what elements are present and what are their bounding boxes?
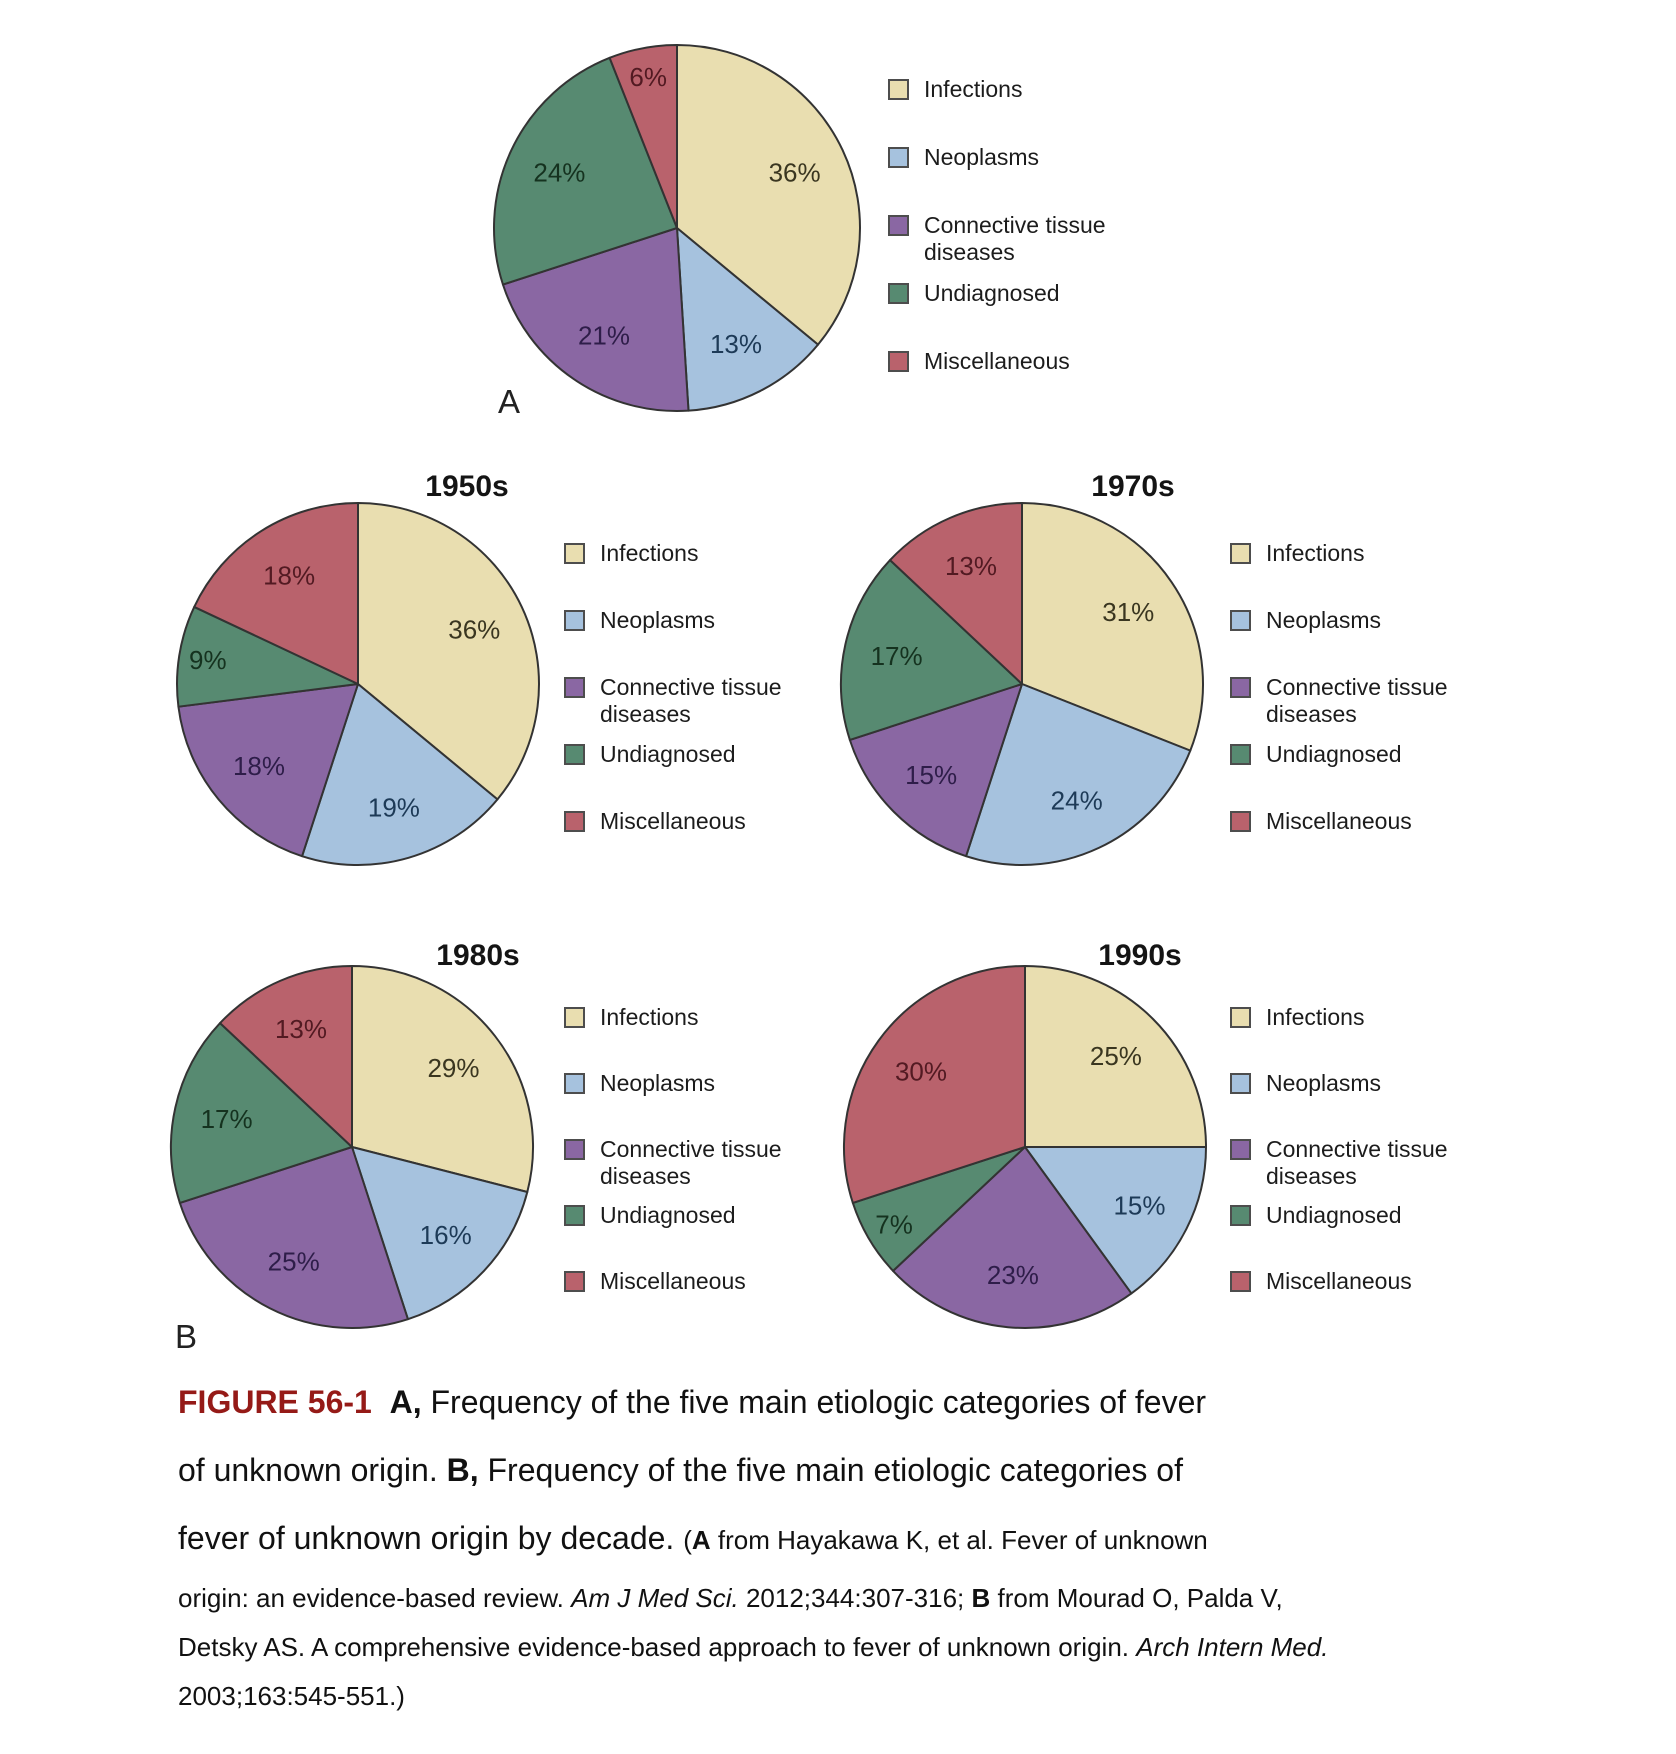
legend-label: Infections [600, 1004, 699, 1030]
legend-swatch-icon [564, 677, 585, 698]
caption-text: Arch Intern Med. [1136, 1632, 1329, 1662]
legend-label: Connective tissue diseases [924, 212, 1106, 265]
caption-text: ( [683, 1525, 692, 1555]
legend-label: Miscellaneous [600, 1268, 746, 1294]
caption-text: 2003;163:545-551.) [178, 1681, 405, 1711]
legend-swatch-icon [1230, 543, 1251, 564]
chart-title-1970s: 1970s [1091, 470, 1175, 503]
pie-chart-1950s [174, 500, 542, 868]
legend-label: Connective tissue diseases [600, 674, 782, 727]
chart-title-1950s: 1950s [425, 470, 509, 503]
legend-label: Undiagnosed [600, 741, 736, 767]
legend-label: Infections [1266, 540, 1365, 566]
pie-slice-value-label: 24% [533, 157, 586, 188]
pie-chart-1980s [168, 963, 536, 1331]
legend-swatch-icon [1230, 1271, 1251, 1292]
caption-text: of unknown origin. [178, 1452, 447, 1488]
legend-label: Undiagnosed [924, 280, 1060, 306]
legend-swatch-icon [1230, 1073, 1251, 1094]
caption-text: A, [389, 1384, 422, 1420]
legend-label: Neoplasms [1266, 1070, 1382, 1096]
pie-chart-A [491, 42, 863, 414]
caption-text: B, [446, 1452, 479, 1488]
caption-text: Frequency of the five main etiologic categories of fever [421, 1384, 1207, 1420]
legend-swatch-icon [564, 543, 585, 564]
caption-text: fever of unknown origin by decade. [178, 1520, 684, 1556]
pie-slice-value-label: 25% [267, 1246, 320, 1277]
legend-label: Neoplasms [1266, 607, 1382, 633]
caption-line [178, 1504, 1518, 1574]
figure-caption [178, 1368, 1518, 1721]
legend-swatch-icon [564, 610, 585, 631]
legend-swatch-icon [564, 1139, 585, 1160]
pie-chart-1970s [838, 500, 1206, 868]
caption-line [178, 1368, 1518, 1436]
legend-label: Infections [924, 76, 1023, 102]
pie-slice-value-label: 13% [274, 1014, 328, 1045]
caption-line [178, 1436, 1518, 1504]
legend-label: Miscellaneous [1266, 808, 1412, 834]
legend-label: Neoplasms [600, 1070, 716, 1096]
legend-swatch-icon [888, 283, 909, 304]
legend-label: Connective tissue diseases [1266, 674, 1448, 727]
legend-swatch-icon [1230, 1007, 1251, 1028]
pie-slice-value-label: 6% [629, 62, 667, 92]
caption-line [178, 1623, 1518, 1672]
legend-swatch-icon [564, 1205, 585, 1226]
pie-chart-1990s [841, 963, 1209, 1331]
pie-slice-value-label: 16% [419, 1220, 472, 1250]
legend-swatch-icon [888, 79, 909, 100]
legend-label: Miscellaneous [1266, 1268, 1412, 1294]
pie-slice-value-label: 13% [944, 551, 998, 582]
pie-slice-value-label: 36% [768, 157, 821, 188]
legend-label: Connective tissue diseases [600, 1136, 782, 1189]
legend-label: Miscellaneous [600, 808, 746, 834]
caption-text: Am J Med Sci. [571, 1583, 739, 1613]
legend-swatch-icon [1230, 1139, 1251, 1160]
pie-slice-value-label: 18% [232, 750, 286, 781]
caption-line [178, 1672, 1518, 1721]
pie-slice-value-label: 31% [1102, 596, 1155, 627]
pie-slice-value-label: 7% [875, 1209, 913, 1240]
pie-slice-value-label: 30% [894, 1056, 948, 1087]
caption-text: from Hayakawa K, et al. Fever of unknown [710, 1525, 1208, 1555]
legend-swatch-icon [1230, 677, 1251, 698]
chart-title-1980s: 1980s [436, 939, 520, 972]
pie-slice-value-label: 36% [448, 614, 501, 645]
legend-swatch-icon [564, 1271, 585, 1292]
pie-slice-value-label: 18% [263, 560, 316, 591]
pie-slice-value-label: 21% [577, 320, 631, 351]
caption-text: A [691, 1525, 711, 1555]
pie-slice-value-label: 17% [200, 1104, 253, 1134]
pie-slice-value-label: 19% [367, 792, 420, 823]
caption-text [372, 1384, 390, 1420]
legend-swatch-icon [1230, 1205, 1251, 1226]
legend-label: Neoplasms [600, 607, 716, 633]
legend-label: Neoplasms [924, 144, 1040, 170]
pie-slice-value-label: 24% [1050, 785, 1103, 816]
legend-label: Connective tissue diseases [1266, 1136, 1448, 1189]
legend-label: Infections [600, 540, 699, 566]
legend-swatch-icon [564, 1073, 585, 1094]
caption-text: origin: an evidence-based review. [178, 1583, 572, 1613]
legend-swatch-icon [888, 215, 909, 236]
legend-swatch-icon [888, 351, 909, 372]
panel-b-label: B [175, 1318, 198, 1355]
caption-text: 2012;344:307-316; [738, 1583, 972, 1613]
legend-label: Undiagnosed [600, 1202, 736, 1228]
legend-label: Miscellaneous [924, 348, 1070, 374]
caption-text: Detsky AS. A comprehensive evidence-based approach to fever of unknown origin. [178, 1632, 1137, 1662]
pie-slice-value-label: 17% [870, 641, 923, 671]
panel-a-label: A [498, 383, 521, 420]
chart-title-1990s: 1990s [1098, 939, 1182, 972]
caption-text: Frequency of the five main etiologic categories of [478, 1452, 1183, 1488]
pie-slice-value-label: 29% [427, 1053, 480, 1084]
pie-slice-value-label: 15% [1113, 1190, 1166, 1221]
legend-label: Undiagnosed [1266, 1202, 1402, 1228]
legend-swatch-icon [1230, 811, 1251, 832]
legend-swatch-icon [1230, 610, 1251, 631]
legend-label: Infections [1266, 1004, 1365, 1030]
legend-swatch-icon [888, 147, 909, 168]
legend-label: Undiagnosed [1266, 741, 1402, 767]
legend-swatch-icon [564, 811, 585, 832]
legend-swatch-icon [564, 1007, 585, 1028]
pie-slice-value-label: 13% [709, 328, 763, 359]
caption-line [178, 1574, 1518, 1623]
caption-text: B [971, 1583, 991, 1613]
pie-slice-value-label: 15% [905, 759, 958, 790]
legend-swatch-icon [564, 744, 585, 765]
pie-slice-value-label: 9% [189, 645, 227, 676]
figure-number: FIGURE 56-1 [178, 1384, 372, 1420]
pie-slice-value-label: 23% [986, 1259, 1039, 1290]
caption-text: from Mourad O, Palda V, [990, 1583, 1283, 1613]
pie-slice-value-label: 25% [1089, 1041, 1142, 1072]
legend-swatch-icon [1230, 744, 1251, 765]
